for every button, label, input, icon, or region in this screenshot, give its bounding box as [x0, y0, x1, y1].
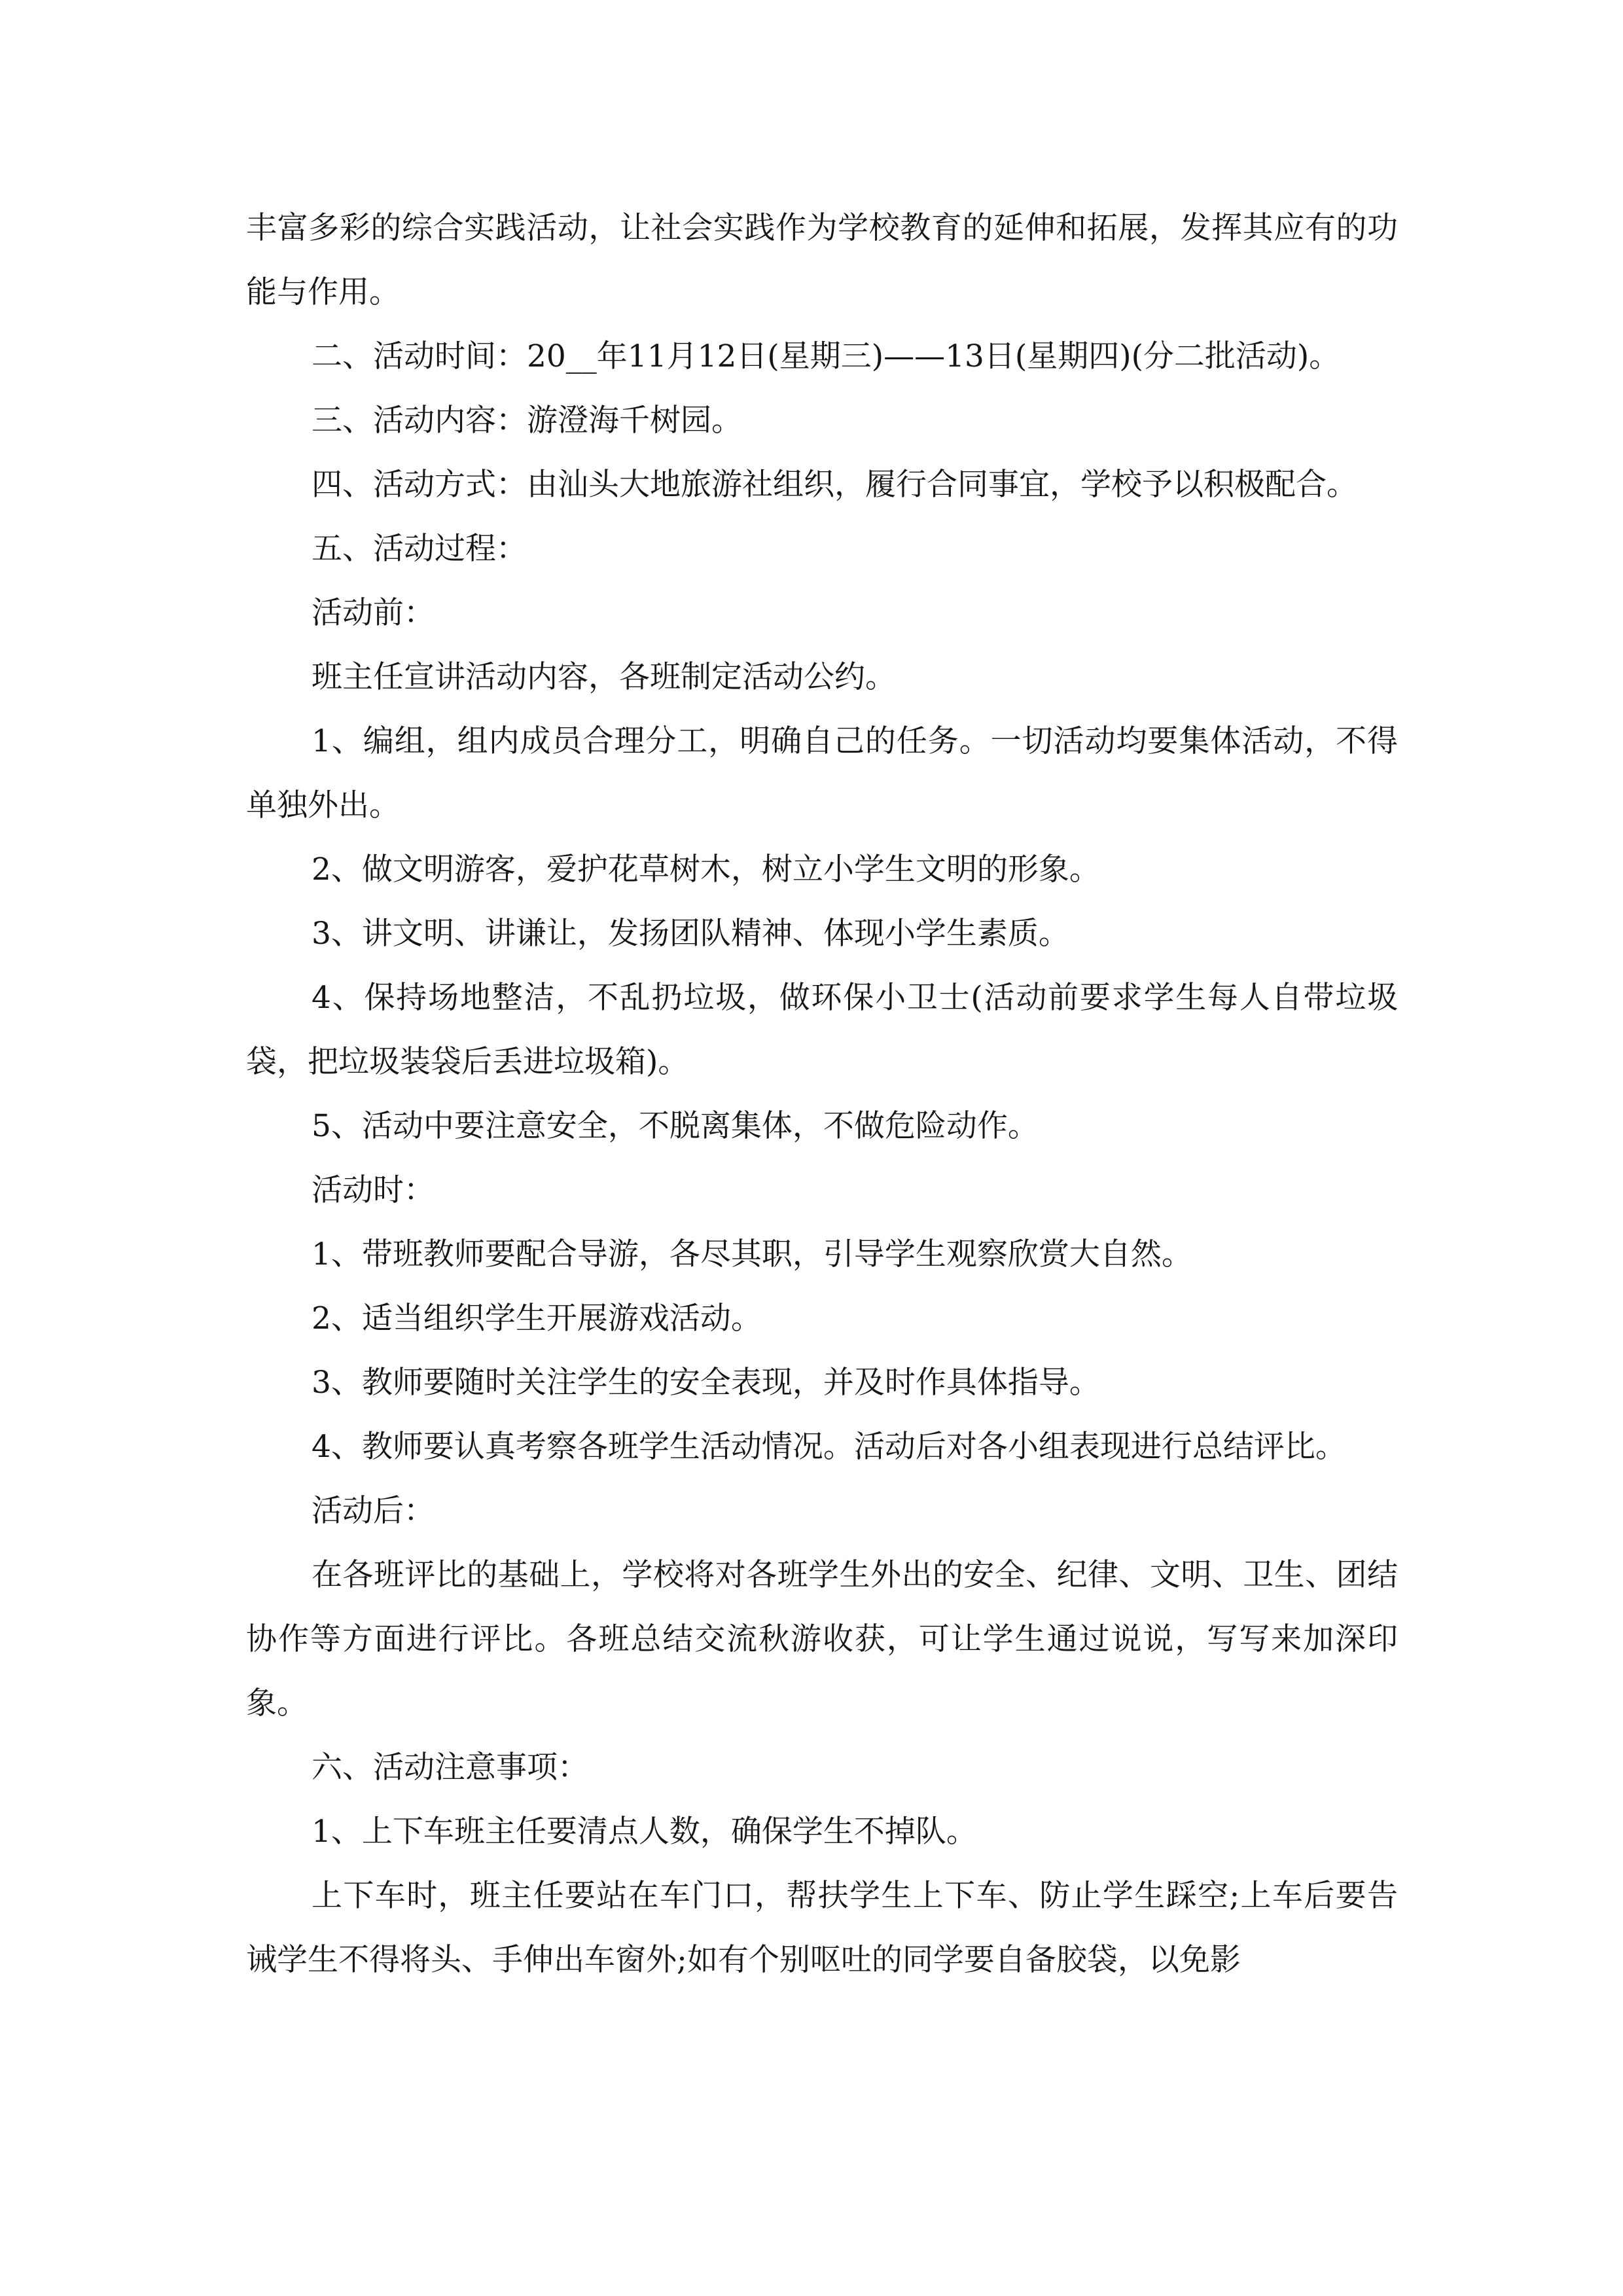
list-item-before-3: 3、讲文明、讲谦让，发扬团队精神、体现小学生素质。	[312, 916, 1069, 952]
heading-activity-process: 五、活动过程：	[312, 531, 527, 567]
list-item-before-2: 2、做文明游客，爱护花草树木，树立小学生文明的形象。	[312, 852, 1100, 888]
document-body	[246, 196, 1398, 1992]
paragraph-teacher-briefing: 班主任宣讲活动内容，各班制定活动公约。	[312, 659, 896, 695]
heading-after-activity: 活动后：	[312, 1493, 435, 1529]
list-item-during-1: 1、带班教师要配合导游，各尽其职，引导学生观察欣赏大自然。	[312, 1236, 1192, 1272]
list-item-during-4: 4、教师要认真考察各班学生活动情况。活动后对各小组表现进行总结评比。	[312, 1429, 1346, 1465]
paragraph-activity-content: 三、活动内容：游澄海千树园。	[312, 403, 742, 439]
paragraph-intro-continued: 丰富多彩的综合实践活动，让社会实践作为学校教育的延伸和拓展，发挥其应有的功能与作用。	[246, 210, 1398, 310]
list-item-before-1: 1、编组，组内成员合理分工，明确自己的任务。一切活动均要集体活动，不得单独外出。	[246, 723, 1398, 823]
list-item-during-3: 3、教师要随时关注学生的安全表现，并及时作具体指导。	[312, 1365, 1100, 1401]
paragraph-evaluation: 在各班评比的基础上，学校将对各班学生外出的安全、纪律、文明、卫生、团结协作等方面进行评比。各班总结交流秋游收获，可让学生通过说说，写写来加深印象。	[246, 1557, 1398, 1721]
paragraph-activity-time: 二、活动时间：20__年11月12日(星期三)——13日(星期四)(分二批活动)。	[312, 338, 1340, 374]
list-item-before-5: 5、活动中要注意安全，不脱离集体，不做危险动作。	[312, 1108, 1039, 1144]
list-item-during-2: 2、适当组织学生开展游戏活动。	[312, 1300, 762, 1336]
list-item-precaution-1: 1、上下车班主任要清点人数，确保学生不掉队。	[312, 1814, 977, 1850]
paragraph-boarding-rules: 上下车时，班主任要站在车门口，帮扶学生上下车、防止学生踩空;上车后要告诫学生不得将头、手伸出车窗外;如有个别呕吐的同学要自备胶袋，以免影	[246, 1878, 1398, 1978]
heading-during-activity: 活动时：	[312, 1172, 435, 1208]
heading-precautions: 六、活动注意事项：	[312, 1749, 588, 1785]
list-item-before-4: 4、保持场地整洁，不乱扔垃圾，做环保小卫士(活动前要求学生每人自带垃圾袋，把垃圾装袋后丢进垃圾箱)。	[246, 980, 1398, 1080]
paragraph-activity-method: 四、活动方式：由汕头大地旅游社组织，履行合同事宜，学校予以积极配合。	[312, 467, 1357, 503]
heading-before-activity: 活动前：	[312, 595, 435, 631]
